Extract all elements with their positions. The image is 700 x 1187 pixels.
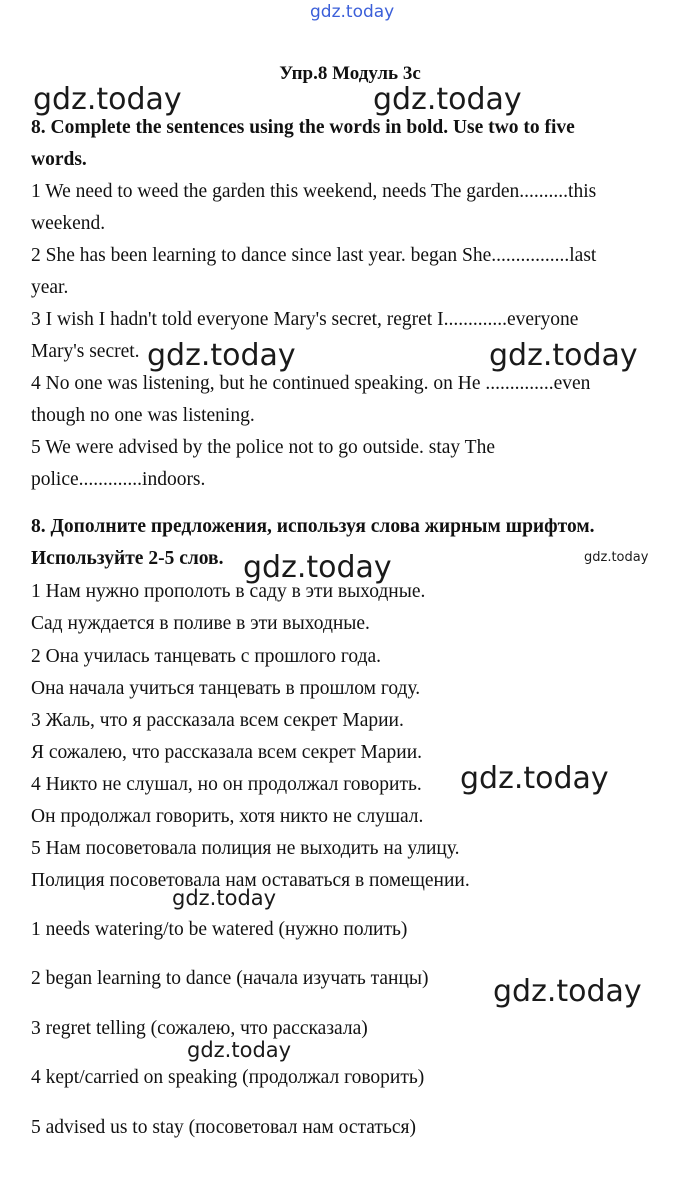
watermark: gdz.today bbox=[373, 82, 522, 117]
watermark: gdz.today bbox=[187, 1038, 292, 1062]
watermark: gdz.today bbox=[493, 974, 642, 1009]
task-ru-line: 1 Нам нужно прополоть в саду в эти выходные. bbox=[31, 581, 426, 602]
task-en-line: weekend. bbox=[31, 213, 106, 234]
watermark: gdz.today bbox=[33, 82, 182, 117]
task-ru-line: 4 Никто не слушал, но он продолжал говорить. bbox=[31, 774, 422, 795]
task-en-line: 1 We need to weed the garden this weekend, needs The garden..........this bbox=[31, 181, 597, 202]
watermark: gdz.today bbox=[172, 886, 277, 910]
task-en-heading: 8. Complete the sentences using the words in bold. Use two to five bbox=[31, 117, 575, 138]
watermark: gdz.today bbox=[147, 338, 296, 373]
task-en-line: though no one was listening. bbox=[31, 405, 255, 426]
task-en-line: police.............indoors. bbox=[31, 469, 206, 490]
task-en-heading-cont: words. bbox=[31, 149, 87, 170]
task-ru-line: 2 Она училась танцевать с прошлого года. bbox=[31, 646, 382, 667]
task-en-line: Mary's secret. bbox=[31, 341, 140, 362]
answer-item: 4 kept/carried on speaking (продолжал говорить) bbox=[31, 1067, 425, 1088]
task-en-line: 4 No one was listening, but he continued speaking. on He ..............even bbox=[31, 373, 591, 394]
answer-item: 5 advised us to stay (посоветовал нам остаться) bbox=[31, 1117, 416, 1138]
task-ru-line: Она начала учиться танцевать в прошлом году. bbox=[31, 678, 421, 699]
task-en-line: year. bbox=[31, 277, 69, 298]
watermark: gdz.today bbox=[243, 550, 392, 585]
watermark-top: gdz.today bbox=[310, 2, 395, 22]
answer-item: 2 began learning to dance (начала изучать танцы) bbox=[31, 968, 429, 989]
task-ru-line: Сад нуждается в поливе в эти выходные. bbox=[31, 613, 370, 634]
task-ru-line: Полиция посоветовала нам оставаться в помещении. bbox=[31, 870, 470, 891]
task-en-line: 3 I wish I hadn't told everyone Mary's secret, regret I.............everyone bbox=[31, 309, 579, 330]
task-en-line: 5 We were advised by the police not to go outside. stay The bbox=[31, 437, 495, 458]
task-ru-line: Он продолжал говорить, хотя никто не слушал. bbox=[31, 806, 424, 827]
watermark: gdz.today bbox=[460, 761, 609, 796]
page-title: Упр.8 Модуль 3с bbox=[279, 63, 421, 84]
task-ru-heading: 8. Дополните предложения, используя слова жирным шрифтом. bbox=[31, 516, 595, 537]
task-ru-line: 5 Нам посоветовала полиция не выходить на улицу. bbox=[31, 838, 460, 859]
task-ru-heading-cont: Используйте 2-5 слов. bbox=[31, 548, 224, 569]
answer-item: 1 needs watering/to be watered (нужно полить) bbox=[31, 919, 408, 940]
watermark: gdz.today bbox=[584, 550, 649, 565]
watermark: gdz.today bbox=[489, 338, 638, 373]
task-ru-line: Я сожалею, что рассказала всем секрет Марии. bbox=[31, 742, 423, 763]
answer-item: 3 regret telling (сожалею, что рассказала) bbox=[31, 1018, 368, 1039]
task-en-line: 2 She has been learning to dance since last year. began She................last bbox=[31, 245, 597, 266]
task-ru-line: 3 Жаль, что я рассказала всем секрет Марии. bbox=[31, 710, 404, 731]
